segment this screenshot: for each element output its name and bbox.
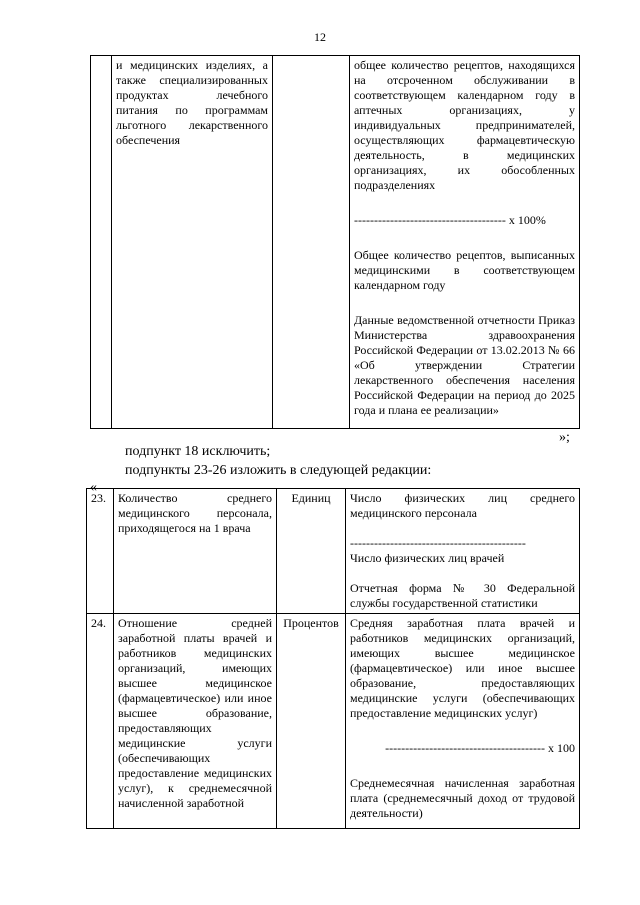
row-number: 24. — [87, 614, 114, 829]
formula-denominator: Число физических лиц врачей — [350, 551, 505, 565]
data-source: Отчетная форма № 30 Федеральной службы государственной статистики — [350, 581, 575, 610]
fraction-line: -------------------------------------------- — [350, 536, 526, 550]
formula-numerator: Средняя заработная плата врачей и работников медицинских организаций, имеющих высшее медицинское (фармацевтическое) или иное высшее образование, предоставляющих медицинские услуги (обеспечивающих предоставление медицинских услуг) — [350, 616, 575, 720]
indicator-text: Количество среднего медицинского персонала, приходящегося на 1 врача — [118, 491, 272, 535]
indicator-text: и медицинских изделиях, а также специализированных продуктах лечебного питания по программам льготного лекарственного обеспечения — [116, 58, 268, 147]
table-cell-indicator — [112, 56, 273, 429]
table-cell-formula — [346, 614, 580, 829]
formula-denominator: Общее количество рецептов, выписанных медицинскими в соответствующем календарном году — [354, 248, 575, 292]
table-cell-indicator — [114, 614, 277, 829]
formula-numerator: общее количество рецептов, находящихся на отсроченном обслуживании в соответствующем календарном году в аптечных организациях, у индивидуальных предпринимателей, осуществляющих фармацевтическую деятельность, в медицинских организациях, их обособленных подразделениях — [354, 58, 575, 192]
instruction-line-2: подпункты 23-26 изложить в следующей редакции: — [125, 463, 432, 478]
closing-quote: »; — [559, 430, 570, 445]
table-cell-indicator — [114, 489, 277, 614]
bottom-table — [86, 488, 580, 829]
table-row — [87, 614, 580, 829]
fraction-line: ---------------------------------------- х 100 — [385, 741, 575, 755]
unit-cell: Единиц — [277, 489, 346, 614]
formula-numerator: Число физических лиц среднего медицинского персонала — [350, 491, 575, 520]
table-row — [87, 489, 580, 614]
table-cell-formula — [346, 489, 580, 614]
top-table — [90, 55, 580, 429]
data-source: Данные ведомственной отчетности Приказ Министерства здравоохранения Российской Федерации от 13.02.2013 № 66 «Об утверждении Стратегии лекарственного обеспечения населения Российской Федерации на период до 2025 года и плана ее реализации» — [354, 313, 575, 417]
formula-denominator: Среднемесячная начисленная заработная плата (среднемесячный доход от трудовой деятельности) — [350, 776, 575, 820]
row-number: 23. — [87, 489, 114, 614]
instruction-line-1: подпункт 18 исключить; — [125, 444, 271, 459]
opening-quote: « — [90, 480, 97, 495]
indicator-text: Отношение средней заработной платы врачей и работников медицинских организаций, имеющих высшее медицинское (фармацевтическое) или иное высшее образование, предоставляющих медицинские услуги (обеспечивающих предоставление медицинских услуг), к среднемесячной начисленной заработной — [118, 616, 272, 810]
table-cell-unit — [273, 56, 350, 429]
table-cell-num — [91, 56, 112, 429]
fraction-line: -------------------------------------- х 100% — [354, 213, 546, 227]
unit-cell: Процентов — [277, 614, 346, 829]
table-cell-formula — [350, 56, 580, 429]
table-row — [91, 56, 580, 429]
page-number: 12 — [314, 30, 326, 44]
